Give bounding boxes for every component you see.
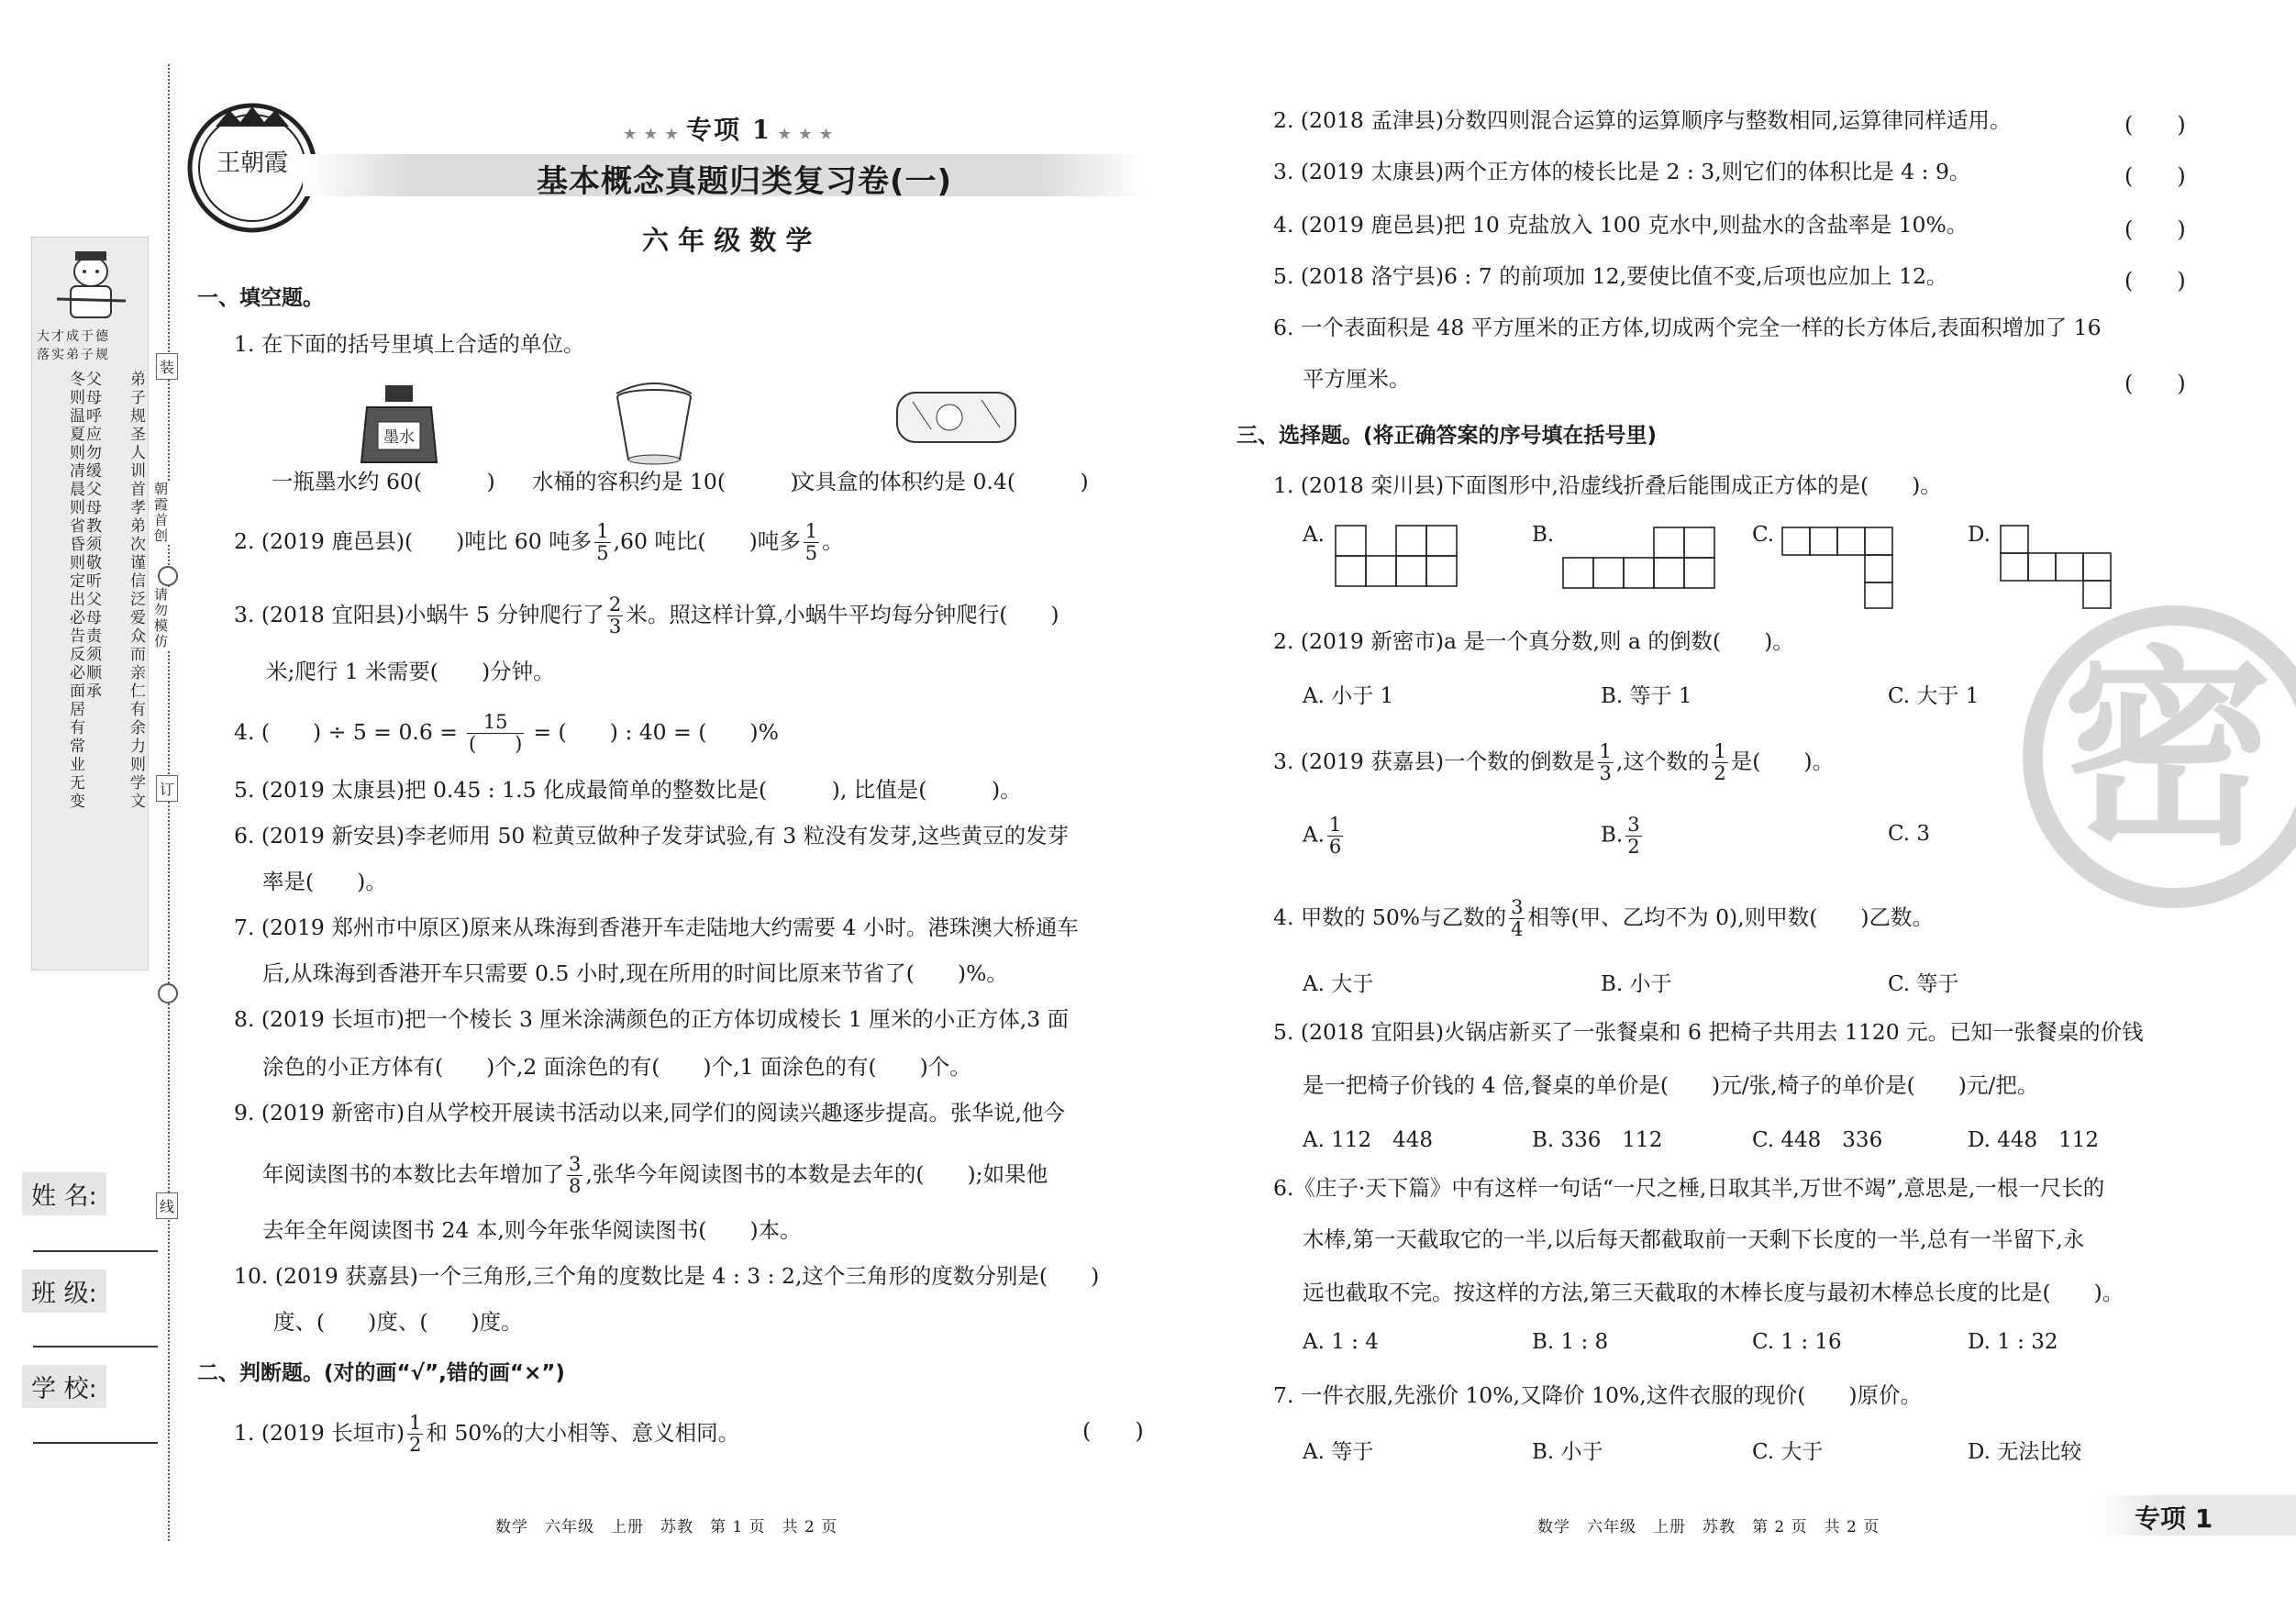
choice-q2-option-c[interactable]: C. 大于 1	[1888, 684, 1980, 708]
judge-q4: 4. (2019 鹿邑县)把 10 克盐放入 100 克水中,则盐水的含盐率是 10%。	[1273, 212, 1969, 238]
fraction: $\frac{1}{6}$	[1328, 814, 1342, 858]
fill-q9-line3: 去年全年阅读图书 24 本,则今年张华阅读图书( )本。	[262, 1217, 802, 1243]
fill-q9-line2: 年阅读图书的本数比去年增加了 $\frac{3}{8}$ ,张华今年阅读图书的本数是去年的( );如果他	[262, 1153, 1048, 1197]
binding-label-origin: 朝霞首创	[152, 482, 169, 544]
fraction: $\frac{1}{3}$	[1599, 740, 1612, 784]
motto-top-2: 落实弟子规	[37, 348, 110, 362]
choice-q1: 1. (2018 栾川县)下面图形中,沿虚线折叠后能围成正方体的是( )。	[1273, 472, 1942, 498]
section-fill-heading: 一、填空题。	[197, 286, 324, 310]
fill-q1: 1. 在下面的括号里填上合适的单位。	[234, 331, 585, 357]
choice-q6-line1: 6.《庄子·天下篇》中有这样一句话“一尺之棰,日取其半,万世不竭”,意思是,一根一尺长的	[1273, 1175, 2105, 1201]
series-label: 专项 1	[686, 115, 772, 145]
choice-q5-option-a[interactable]: A. 112 448	[1303, 1128, 1434, 1152]
motto-top-1: 大才成于德	[37, 329, 110, 344]
choice-q5-option-b[interactable]: B. 336 112	[1532, 1128, 1663, 1152]
fill-q7-line1: 7. (2019 郑州市中原区)原来从珠海到香港开车走陆地大约需要 4 小时。港珠澳大桥通车	[234, 915, 1079, 940]
fill-q9-line1: 9. (2019 新密市)自从学校开展读书活动以来,同学们的阅读兴趣逐步提高。张华说,他今	[234, 1100, 1065, 1126]
choice-q7: 7. 一件衣服,先涨价 10%,又降价 10%,这件衣服的现价( )原价。	[1273, 1382, 1923, 1408]
fraction: $\frac{3}{4}$	[1511, 896, 1524, 940]
choice-q7-option-d[interactable]: D. 无法比较	[1968, 1440, 2082, 1464]
fill-q1-item-b: 水桶的容积约是 10( )	[532, 469, 799, 494]
svg-text:墨水: 墨水	[383, 428, 415, 447]
choice-q2-option-a[interactable]: A. 小于 1	[1303, 684, 1394, 708]
cube-net-d	[2000, 525, 2114, 609]
svg-text:王朝霞: 王朝霞	[216, 150, 289, 177]
star-icon: ★ ★ ★	[624, 126, 687, 142]
choice-q3: 3. (2019 获嘉县)一个数的倒数是 $\frac{1}{3}$ ,这个数的 $\frac{1}{2}$ 是( )。	[1273, 740, 1835, 784]
choice-q4-option-a[interactable]: A. 大于	[1303, 972, 1374, 996]
choice-q5-line1: 5. (2018 宜阳县)火锅店新买了一张餐桌和 6 把椅子共用去 1120 元。已知一张餐桌的价钱	[1273, 1019, 2144, 1045]
fraction: $\frac{2}{3}$	[608, 593, 622, 638]
choice-q6-option-c[interactable]: C. 1 : 16	[1752, 1330, 1842, 1354]
choice-q6-option-b[interactable]: B. 1 : 8	[1532, 1330, 1609, 1354]
fraction: $\frac{15}{( )}$	[468, 711, 523, 755]
footer-left: 数学 六年级 上册 苏教 第 1 页 共 2 页	[495, 1518, 838, 1536]
binding-label-xian: 线	[156, 1192, 178, 1219]
fill-q4: 4. ( ) ÷ 5 = 0.6 = $\frac{15}{( )}$ = ( ) : 40 = ( )%	[234, 711, 779, 755]
choice-q1-option-c[interactable]: C.	[1752, 523, 1775, 547]
fill-q8-line2: 涂色的小正方体有( )个,2 面涂色的有( )个,1 面涂色的有( )个。	[262, 1054, 971, 1080]
fraction: $\frac{1}{2}$	[1714, 740, 1726, 784]
cube-net-b	[1562, 527, 1716, 589]
choice-q5-line2: 是一把椅子价钱的 4 倍,餐桌的单价是( )元/张,椅子的单价是( )元/把。	[1303, 1072, 2039, 1098]
motto-column-3: 冬则温夏则凊晨则省昏则定出必告反必面居有常业无变	[66, 371, 84, 811]
school-line[interactable]	[33, 1442, 158, 1444]
judge-q5: 5. (2018 洛宁县)6 : 7 的前项加 12,要使比值不变,后项也应加上 12。	[1273, 263, 1948, 289]
left-margin	[0, 0, 175, 1597]
choice-q7-option-b[interactable]: B. 小于	[1532, 1440, 1603, 1464]
cube-net-c	[1781, 527, 1896, 609]
star-icon-2: ★ ★ ★	[771, 126, 835, 142]
choice-q2-option-b[interactable]: B. 等于 1	[1601, 684, 1692, 708]
choice-q5-option-d[interactable]: D. 448 112	[1968, 1128, 2100, 1152]
binding-line	[168, 64, 170, 1541]
choice-q4-option-b[interactable]: B. 小于	[1601, 972, 1672, 996]
judge-q6-line1: 6. 一个表面积是 48 平方厘米的正方体,切成两个完全一样的长方体后,表面积增加了 16	[1273, 315, 2102, 340]
fill-q6-line1: 6. (2019 新安县)李老师用 50 粒黄豆做种子发芽试验,有 3 粒没有发芽,这些黄豆的发芽	[234, 823, 1070, 848]
brand-logo-icon	[183, 99, 321, 237]
binding-hole-icon-2	[158, 983, 178, 1004]
binding-hole-icon	[158, 566, 178, 586]
binding-label-zhuang: 装	[156, 353, 178, 380]
fraction: $\frac{1}{2}$	[409, 1412, 422, 1456]
scholar-illustration	[48, 244, 135, 327]
fill-q2: 2. (2019 鹿邑县)( )吨比 60 吨多 $\frac{1}{5}$ ,60 吨比( )吨多 $\frac{1}{5}$ 。	[234, 520, 844, 564]
section-choice-heading: 三、选择题。(将正确答案的序号填在括号里)	[1237, 424, 1658, 448]
fill-q10-line2: 度、( )度、( )度。	[273, 1309, 523, 1335]
judge-q1: 1. (2019 长垣市) $\frac{1}{2}$ 和 50%的大小相等、意义相同。	[234, 1412, 740, 1456]
choice-q6-option-d[interactable]: D. 1 : 32	[1968, 1330, 2058, 1354]
choice-q1-option-a[interactable]: A.	[1303, 523, 1325, 547]
choice-q2: 2. (2019 新密市)a 是一个真分数,则 a 的倒数( )。	[1273, 628, 1794, 654]
footer-right: 数学 六年级 上册 苏教 第 2 页 共 2 页	[1537, 1518, 1880, 1536]
choice-q6-line2: 木棒,第一天截取它的一半,以后每天都截取前一天剩下长度的一半,总有一半留下,永	[1303, 1226, 2085, 1252]
fill-q5: 5. (2019 太康县)把 0.45 : 1.5 化成最简单的整数比是( ), 比值是( )。	[234, 777, 1022, 803]
choice-q3-option-b[interactable]: B. $\frac{3}{2}$	[1601, 814, 1640, 858]
page-subtitle: 六 年 级 数 学	[642, 225, 813, 256]
judge-q6-answer-bracket[interactable]: ( )	[2124, 371, 2186, 396]
fill-q10-line1: 10. (2019 获嘉县)一个三角形,三个角的度数比是 4 : 3 : 2,这个三角形的度数分别是( )	[234, 1263, 1100, 1289]
choice-q7-option-a[interactable]: A. 等于	[1303, 1440, 1374, 1464]
fill-q8-line1: 8. (2019 长垣市)把一个棱长 3 厘米涂满颜色的正方体切成棱长 1 厘米的小正方体,3 面	[234, 1006, 1070, 1032]
choice-q3-option-a[interactable]: A. $\frac{1}{6}$	[1303, 814, 1342, 858]
cube-net-a	[1335, 525, 1459, 587]
judge-q4-answer-bracket[interactable]: ( )	[2124, 216, 2186, 242]
fill-q3-line2: 米;爬行 1 米需要( )分钟。	[266, 659, 555, 684]
fraction: $\frac{3}{2}$	[1627, 814, 1640, 858]
class-line[interactable]	[33, 1346, 158, 1347]
section-judge-heading: 二、判断题。(对的画“√”,错的画“×”)	[197, 1361, 565, 1385]
ink-bottle-image	[358, 383, 440, 464]
choice-q1-option-d[interactable]: D.	[1968, 523, 1991, 547]
choice-q4-option-c[interactable]: C. 等于	[1888, 972, 1959, 996]
series-tag	[624, 110, 834, 147]
judge-q2: 2. (2018 孟津县)分数四则混合运算的运算顺序与整数相同,运算律同样适用。	[1273, 107, 2012, 133]
fraction: $\frac{3}{8}$	[569, 1153, 582, 1197]
name-line[interactable]	[33, 1250, 158, 1252]
fill-q3: 3. (2018 宜阳县)小蜗牛 5 分钟爬行了 $\frac{2}{3}$ 米。照这样计算,小蜗牛平均每分钟爬行( )	[234, 593, 1059, 638]
fill-q7-line2: 后,从珠海到香港开车只需要 0.5 小时,现在所用的时间比原来节省了( )%。	[262, 960, 1008, 986]
choice-q5-option-c[interactable]: C. 448 336	[1752, 1128, 1883, 1152]
footer-series-label: 专项 1	[2135, 1503, 2213, 1534]
binding-label-copy: 请勿模仿	[152, 587, 169, 649]
motto-column-1: 弟子规圣人训首孝弟次谨信泛爱众而亲仁有余力则学文	[127, 371, 145, 811]
judge-q6-line2: 平方厘米。	[1303, 366, 1411, 392]
secret-watermark-char: 密	[2062, 629, 2274, 874]
judge-q3: 3. (2019 太康县)两个正方体的棱长比是 2 : 3,则它们的体积比是 4 : 9。	[1273, 159, 1971, 184]
judge-q2-answer-bracket[interactable]: ( )	[2124, 112, 2186, 138]
footer-series-tag	[2096, 1495, 2296, 1536]
choice-q7-option-c[interactable]: C. 大于	[1752, 1440, 1824, 1464]
fraction: $\frac{1}{5}$	[804, 520, 818, 564]
choice-q1-option-b[interactable]: B.	[1532, 523, 1555, 547]
page-title: 基本概念真题归类复习卷(一)	[537, 163, 953, 200]
bucket-image	[613, 381, 695, 465]
judge-q5-answer-bracket[interactable]: ( )	[2124, 268, 2186, 294]
choice-q6-line3: 远也截取不完。按这样的方法,第三天截取的木棒长度与最初木棒总长度的比是( )。	[1303, 1280, 2124, 1305]
class-label: 班 级:	[22, 1270, 106, 1313]
school-label: 学 校:	[22, 1365, 106, 1408]
fraction: $\frac{1}{5}$	[596, 520, 609, 564]
name-label: 姓 名:	[22, 1172, 106, 1215]
choice-q6-option-a[interactable]: A. 1 : 4	[1303, 1330, 1379, 1354]
binding-label-ding: 订	[156, 775, 178, 802]
judge-q1-answer-bracket[interactable]: ( )	[1082, 1418, 1144, 1444]
fill-q1-item-c: 文具盒的体积约是 0.4( )	[793, 469, 1089, 494]
judge-q3-answer-bracket[interactable]: ( )	[2124, 163, 2186, 189]
choice-q4: 4. 甲数的 50%与乙数的 $\frac{3}{4}$ 相等(甲、乙均不为 0),则甲数( )乙数。	[1273, 896, 1935, 940]
motto-column-2: 父母呼应勿缓父母教须敬听父母责须顺承	[83, 371, 101, 701]
fill-q6-line2: 率是( )。	[262, 869, 387, 894]
choice-q3-option-c[interactable]: C. 3	[1888, 822, 1931, 846]
fill-q1-item-a: 一瓶墨水约 60( )	[272, 469, 495, 494]
pencil-box-image	[894, 383, 1018, 448]
